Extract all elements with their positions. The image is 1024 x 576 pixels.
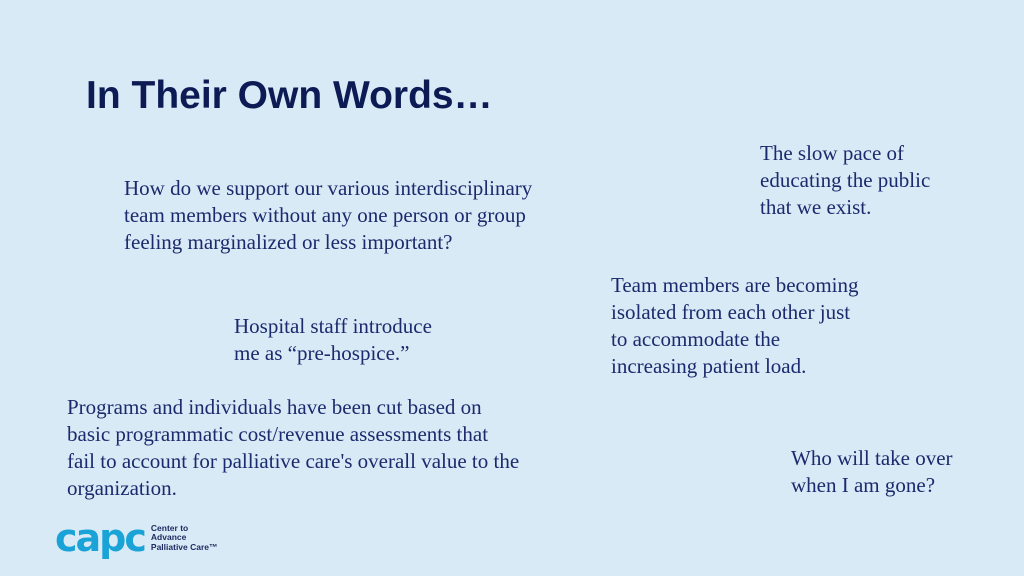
capc-logo xyxy=(55,518,218,558)
quote-support-team: How do we support our various interdisciplinary team members without any one person or group feeling marginalized or less important? xyxy=(124,176,533,254)
quote-who-takes-over: Who will take over when I am gone? xyxy=(791,446,953,497)
quote-slow-pace: The slow pace of educating the public that we exist. xyxy=(760,141,931,219)
logo-text: Center to Advance Palliative Care™ xyxy=(150,522,218,552)
quote-pre-hospice: Hospital staff introduce me as “pre-hospice.” xyxy=(234,314,432,365)
quote-programs-cut: Programs and individuals have been cut based on basic programmatic cost/revenue assessments that fail to account for palliative care's overall value to the organization. xyxy=(67,395,520,500)
slide-title: In Their Own Words… xyxy=(86,74,493,117)
quote-isolated-members: Team members are becoming isolated from each other just to accommodate the increasing patient load. xyxy=(611,273,859,378)
logo-mark: capc xyxy=(55,516,145,560)
